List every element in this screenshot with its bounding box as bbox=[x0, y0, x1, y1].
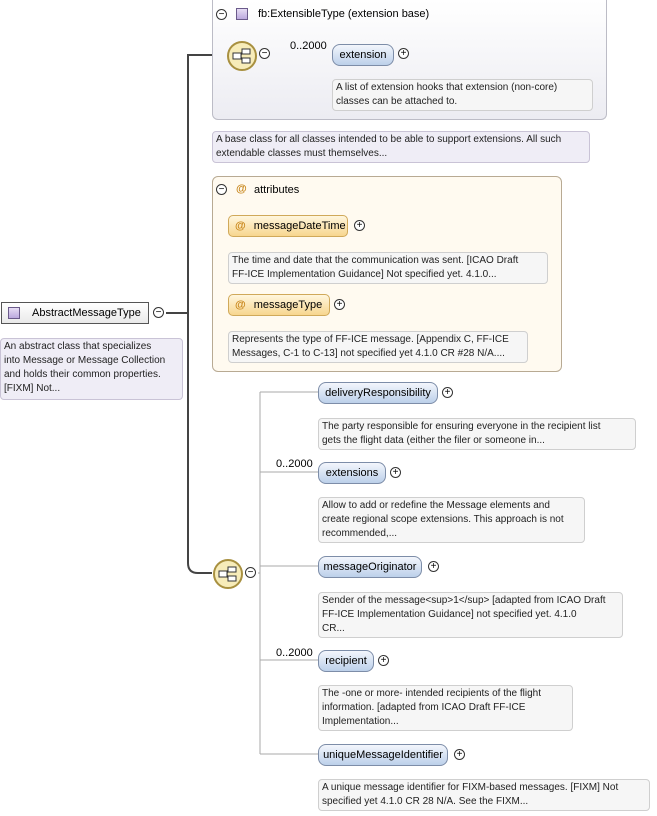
doc-line: A list of extension hooks that extension (non-core) bbox=[336, 82, 558, 93]
doc-line: The -one or more- intended recipients of the flight bbox=[322, 688, 542, 699]
expand-icon: + bbox=[392, 466, 399, 478]
extension-base-collapse-toggle[interactable] bbox=[216, 9, 227, 20]
attribute-icon: @ bbox=[235, 220, 246, 232]
doc-line: Implementation... bbox=[322, 716, 399, 727]
recipient-doc bbox=[318, 685, 573, 731]
expand-icon: + bbox=[456, 748, 463, 760]
element-extensions[interactable] bbox=[318, 462, 386, 484]
doc-line: Messages, C-1 to C-13] not specified yet 4.1.0 CR #28 N/A.... bbox=[232, 348, 505, 359]
doc-line: The party responsible for ensuring everyone in the recipient list bbox=[322, 421, 601, 432]
element-label: deliveryResponsibility bbox=[325, 387, 431, 399]
element-label: uniqueMessageIdentifier bbox=[323, 749, 443, 761]
ext-sequence-collapse-toggle[interactable] bbox=[259, 48, 270, 59]
root-doc-line: into Message or Message Collection bbox=[4, 355, 166, 366]
expand-icon: + bbox=[400, 47, 407, 59]
element-label: extensions bbox=[325, 467, 379, 479]
doc-line: A unique message identifier for FIXM-based messages. [FIXM] Not bbox=[322, 782, 619, 793]
collapse-icon: − bbox=[155, 306, 162, 318]
expand-icon: + bbox=[430, 560, 437, 572]
root-collapse-toggle[interactable] bbox=[153, 307, 164, 318]
doc-line: Allow to add or redefine the Message elements and bbox=[322, 500, 550, 511]
doc-line: classes can be attached to. bbox=[336, 96, 458, 107]
root-element-box[interactable] bbox=[1, 302, 149, 324]
sequence-collapse-toggle[interactable] bbox=[245, 567, 256, 578]
element-label: messageOriginator bbox=[323, 561, 417, 573]
extension-element-label: extension bbox=[339, 49, 387, 61]
attribute-messageDateTime[interactable] bbox=[228, 215, 348, 237]
collapse-icon: − bbox=[261, 47, 268, 59]
doc-line: Sender of the message<sup>1</sup> [adapted from ICAO Draft bbox=[322, 595, 606, 606]
attribute-messageType[interactable] bbox=[228, 294, 330, 316]
element-uniqueMessageIdentifier[interactable] bbox=[318, 744, 448, 766]
doc-line: gets the flight data (either the filer or someone in... bbox=[322, 435, 545, 446]
doc-line: extendable classes must themselves... bbox=[216, 148, 388, 159]
messageType-doc bbox=[228, 331, 528, 363]
sequence-icon[interactable] bbox=[226, 40, 258, 72]
root-doc bbox=[0, 338, 183, 400]
doc-line: Represents the type of FF-ICE message. [Appendix C, FF-ICE bbox=[232, 334, 509, 345]
doc-line: CR... bbox=[322, 623, 345, 634]
doc-line: information. [adapted from ICAO Draft FF-ICE bbox=[322, 702, 526, 713]
attribute-label: messageType bbox=[253, 299, 323, 311]
attribute-icon: @ bbox=[235, 299, 246, 311]
extension-base-doc bbox=[212, 131, 590, 163]
class-icon bbox=[236, 8, 248, 20]
doc-line: create regional scope extensions. This approach is not bbox=[322, 514, 564, 525]
collapse-icon: − bbox=[218, 8, 225, 20]
attributes-collapse-toggle[interactable] bbox=[216, 184, 227, 195]
extension-expand-toggle[interactable] bbox=[398, 48, 409, 59]
recipient-expand-toggle[interactable] bbox=[378, 655, 389, 666]
attributes-title: attributes bbox=[254, 184, 300, 196]
extensions-doc bbox=[318, 497, 585, 543]
messageType-expand-toggle[interactable] bbox=[334, 299, 345, 310]
element-label: recipient bbox=[325, 655, 367, 667]
element-recipient[interactable] bbox=[318, 650, 374, 672]
expand-icon: + bbox=[356, 219, 363, 231]
root-doc-line: [FIXM] Not... bbox=[4, 383, 61, 394]
root-element-name: AbstractMessageType bbox=[32, 307, 141, 319]
recipient-cardinality: 0..2000 bbox=[276, 647, 313, 659]
uniqueMessageIdentifier-doc bbox=[318, 779, 650, 811]
extension-doc bbox=[332, 79, 593, 111]
root-doc-line: and holds their common properties. bbox=[4, 369, 161, 380]
element-deliveryResponsibility[interactable] bbox=[318, 382, 438, 404]
extension-element[interactable] bbox=[332, 44, 394, 66]
collapse-icon: − bbox=[247, 566, 254, 578]
uniqueMessageIdentifier-expand-toggle[interactable] bbox=[454, 749, 465, 760]
expand-icon: + bbox=[444, 386, 451, 398]
deliveryResponsibility-doc bbox=[318, 418, 636, 450]
messageOriginator-expand-toggle[interactable] bbox=[428, 561, 439, 572]
extensions-expand-toggle[interactable] bbox=[390, 467, 401, 478]
doc-line: FF-ICE Implementation Guidance] not specified yet. 4.1.0 bbox=[322, 609, 577, 620]
expand-icon: + bbox=[380, 654, 387, 666]
class-icon bbox=[8, 307, 20, 319]
element-messageOriginator[interactable] bbox=[318, 556, 422, 578]
doc-line: The time and date that the communication was sent. [ICAO Draft bbox=[232, 255, 519, 266]
extension-cardinality: 0..2000 bbox=[290, 40, 327, 52]
root-doc-line: An abstract class that specializes bbox=[4, 341, 152, 352]
messageDateTime-expand-toggle[interactable] bbox=[354, 220, 365, 231]
sequence-icon[interactable] bbox=[212, 558, 244, 590]
messageDateTime-doc bbox=[228, 252, 548, 284]
attribute-label: messageDateTime bbox=[253, 220, 346, 232]
doc-line: A base class for all classes intended to be able to support extensions. All such bbox=[216, 134, 562, 145]
doc-line: specified yet 4.1.0 CR 28 N/A. See the FIXM... bbox=[322, 796, 529, 807]
messageOriginator-doc bbox=[318, 592, 623, 638]
attribute-icon: @ bbox=[236, 183, 247, 195]
doc-line: FF-ICE Implementation Guidance] Not specified yet. 4.1.0... bbox=[232, 269, 497, 280]
doc-line: recommended,... bbox=[322, 528, 398, 539]
collapse-icon: − bbox=[218, 183, 225, 195]
extensions-cardinality: 0..2000 bbox=[276, 458, 313, 470]
expand-icon: + bbox=[336, 298, 343, 310]
deliveryResponsibility-expand-toggle[interactable] bbox=[442, 387, 453, 398]
main-branch bbox=[188, 55, 198, 573]
extension-base-title: fb:ExtensibleType (extension base) bbox=[258, 8, 430, 20]
